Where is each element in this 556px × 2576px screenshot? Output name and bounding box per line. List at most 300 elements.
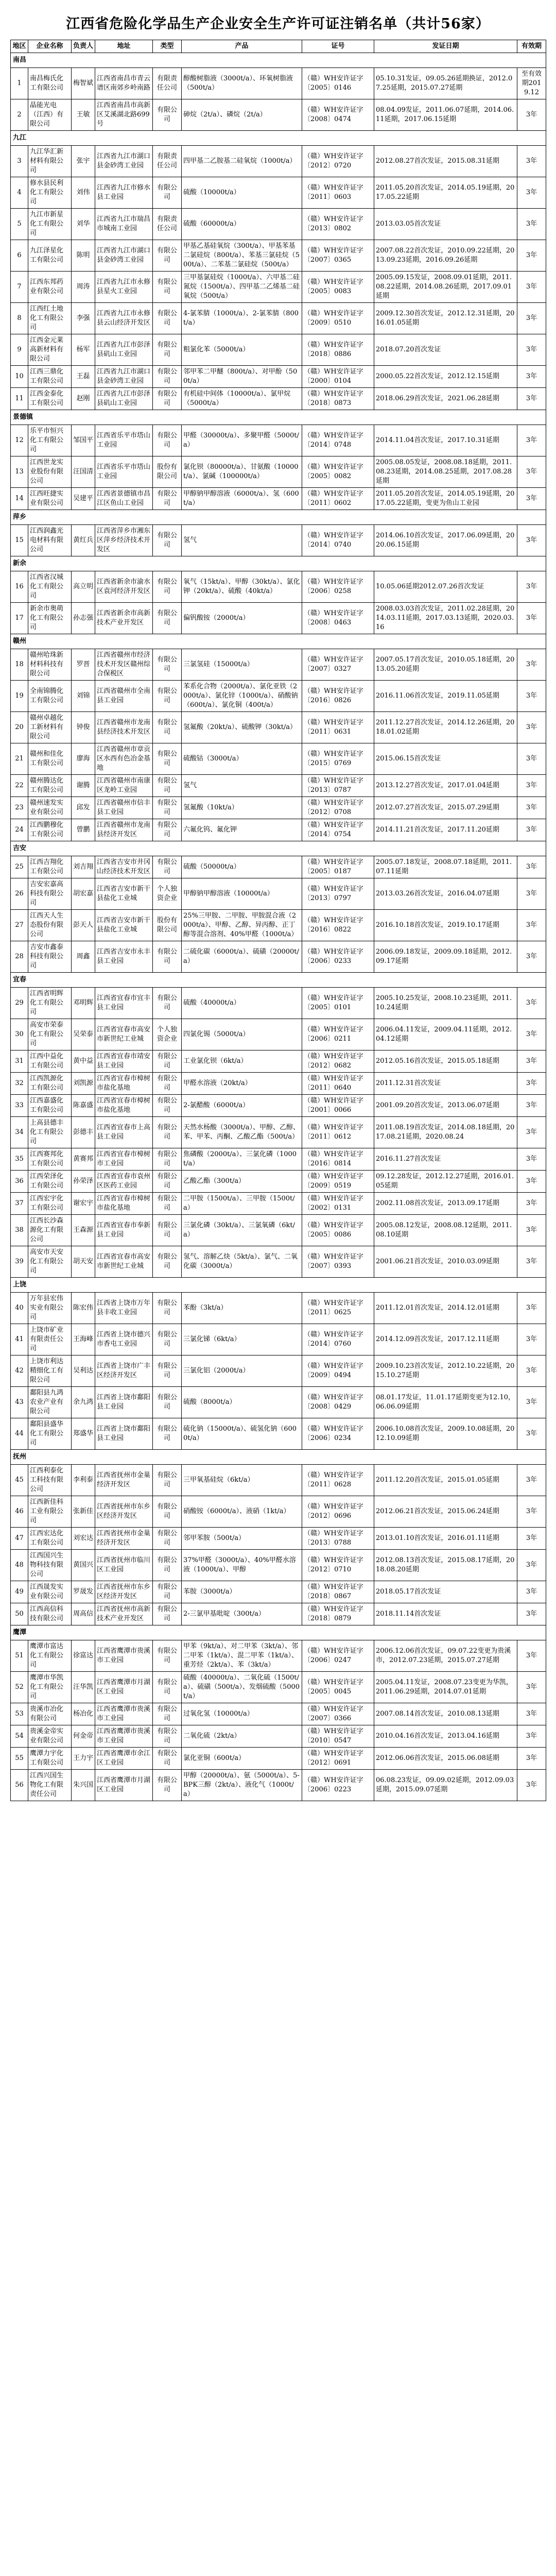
table-cell: 3年 xyxy=(517,743,546,775)
table-cell: 江西省上饶市广丰区经济开发区 xyxy=(95,1355,153,1387)
table-cell: 2005.04.11发证，2008.07.23变更为华凯，2011.06.29延期，2014.07.01延期 xyxy=(374,1672,517,1703)
table-cell: 陈嘉盛 xyxy=(72,1095,95,1117)
table-cell: 3年 xyxy=(517,1019,546,1050)
table-cell: 黄红兵 xyxy=(72,525,95,556)
table-cell: 四氯化锡（5000t/a） xyxy=(182,1019,302,1050)
table-cell: 江西省鹰潭市贵溪市工业园 xyxy=(95,1640,153,1672)
table-cell: 3年 xyxy=(517,681,546,712)
table-cell: 35 xyxy=(11,1148,28,1171)
table-cell: 杨冶化 xyxy=(72,1703,95,1725)
column-header: 地区 xyxy=(11,40,28,53)
table-cell: 3年 xyxy=(517,1050,546,1073)
table-cell: 谢宏宇 xyxy=(72,1193,95,1215)
table-cell: 2001.09.20首次发证，2013.06.07延期 xyxy=(374,1095,517,1117)
table-cell: 刘锦 xyxy=(72,681,95,712)
table-cell: 3年 xyxy=(517,1581,546,1603)
table-cell: 甲醇钠甲醇溶液（10000t/a） xyxy=(182,878,302,910)
table-cell: （赣）WH安许证字〔2008〕0429 xyxy=(302,1387,374,1418)
table-cell: 3年 xyxy=(517,240,546,272)
table-cell: （赣）WH安许证字〔2011〕0640 xyxy=(302,1073,374,1095)
table-cell: 江西省赣州市龙南县经济开发区 xyxy=(95,819,153,841)
table-cell: 38 xyxy=(11,1215,28,1246)
table-cell: 48 xyxy=(11,1550,28,1581)
table-cell: 江西省宜春市樟树市工业园 xyxy=(95,1148,153,1171)
table-cell: 江西利泰化工科技有限公司 xyxy=(28,1465,72,1496)
table-cell: 江西赛邦化工有限公司 xyxy=(28,1148,72,1171)
table-cell: 江西省九江市彭泽县矶山工业园 xyxy=(95,388,153,410)
table-cell: 硫酸（50000t/a） xyxy=(182,856,302,878)
table-cell: （赣）WH安许证字〔2014〕0754 xyxy=(302,819,374,841)
table-cell: 江西省宜春市高安市新世纪工业城 xyxy=(95,1019,153,1050)
table-cell: 有限公司 xyxy=(153,488,182,510)
table-cell: 3年 xyxy=(517,1073,546,1095)
table-cell: 甲醛（30000t/a）、多聚甲醛（5000t/a） xyxy=(182,425,302,456)
table-row xyxy=(11,366,546,388)
table-row xyxy=(11,177,546,209)
table-cell: 江西吉翔化工有限公司 xyxy=(28,856,72,878)
table-cell: 江西省宜春市袁州区医药工业园 xyxy=(95,1171,153,1193)
table-cell: 江西省宜春市靖安县工业园 xyxy=(95,1050,153,1073)
table-row xyxy=(11,1050,546,1073)
table-cell: 江西省赣州市经济技术开发区赣州综合保税区 xyxy=(95,649,153,681)
table-cell: 晶能光电（江西）有限公司 xyxy=(28,99,72,131)
table-cell: 江西省新余市渝水区袁河经济开发区 xyxy=(95,571,153,603)
table-cell: 有限公司 xyxy=(153,388,182,410)
table-cell: 3年 xyxy=(517,456,546,488)
table-cell: 有限公司 xyxy=(153,743,182,775)
table-cell: 18 xyxy=(11,649,28,681)
table-cell: 四甲基二乙胺基二硅氧烷（1000t/a） xyxy=(182,146,302,177)
table-cell: 江西省赣州市信丰县工业园 xyxy=(95,797,153,819)
table-cell: 硫化钠（15000t/a）、硫氢化钠（6000t/a） xyxy=(182,1418,302,1450)
table-cell: 江西省九江市彭泽县矶山工业园 xyxy=(95,334,153,366)
table-cell: 江西省鹰潭市余江区工业园 xyxy=(95,1748,153,1770)
table-cell: 3年 xyxy=(517,425,546,456)
table-cell: 三甲氧基硅烷（6kt/a） xyxy=(182,1465,302,1496)
license-table xyxy=(10,40,546,1801)
table-row xyxy=(11,525,546,556)
table-row xyxy=(11,1418,546,1450)
table-cell: 3年 xyxy=(517,1603,546,1625)
column-header: 证号 xyxy=(302,40,374,53)
table-cell: 有限公司 xyxy=(153,819,182,841)
table-cell: 二硫化碳（6000t/a）、硫磺（20000t/a） xyxy=(182,941,302,973)
table-cell: 焦磷酸（2000t/a）、三氯化磷（1000t/a） xyxy=(182,1148,302,1171)
table-cell: 41 xyxy=(11,1324,28,1355)
table-cell: 江西省景德镇市昌江区鱼山工业园 xyxy=(95,488,153,510)
table-cell: 2012.08.27首次发证，2015.08.31延期 xyxy=(374,146,517,177)
table-cell: 江西省南昌市青云谱区南郊乡岭南路 xyxy=(95,68,153,99)
table-cell: 三甲基氯硅烷（1000t/a）、六甲基二硅氮烷（1500t/a）、四甲基二乙烯基二硅氧烷（500t/a） xyxy=(182,272,302,303)
table-cell: 有限公司 xyxy=(153,1640,182,1672)
table-cell: 2011.12.20首次发证，2015.01.05延期 xyxy=(374,1465,517,1496)
table-cell: （赣）WH安许证字〔2013〕0797 xyxy=(302,878,374,910)
column-header: 类型 xyxy=(153,40,182,53)
table-row xyxy=(11,1465,546,1496)
table-cell: 江西省九江市湖口县金砂湾工业园 xyxy=(95,240,153,272)
table-cell: 三氯化磷（30kt/a）、三氯氧磷（6kt/a） xyxy=(182,1215,302,1246)
table-cell: 醇酸树脂液（3000t/a）、环氧树脂液（500t/a） xyxy=(182,68,302,99)
table-cell: 55 xyxy=(11,1748,28,1770)
table-cell: 2018.05.17首次发证 xyxy=(374,1581,517,1603)
table-cell: 三氯化锑（6kt/a） xyxy=(182,1324,302,1355)
table-cell: 2018.11.14首次发证 xyxy=(374,1603,517,1625)
table-cell: 硫酸钴（3000t/a） xyxy=(182,743,302,775)
table-cell: 江西省吉安市井冈山经济技术开发区 xyxy=(95,856,153,878)
table-row xyxy=(11,303,546,334)
table-cell: 邹国平 xyxy=(72,425,95,456)
table-cell: 2016.11.27首次发证 xyxy=(374,1148,517,1171)
table-cell: 2007.05.17首次发证，2010.05.18延期，2013.05.20延期 xyxy=(374,649,517,681)
table-cell: 陈明 xyxy=(72,240,95,272)
region-label: 上饶 xyxy=(11,1278,546,1293)
table-cell: 江西天人生态股份有限公司 xyxy=(28,910,72,941)
table-cell: 有限公司 xyxy=(153,1050,182,1073)
table-cell: 2012.06.06首次发证，2015.06.08延期 xyxy=(374,1748,517,1770)
table-cell: 江西省抚州市金巢经济开发区 xyxy=(95,1528,153,1550)
table-cell: （赣）WH安许证字〔2006〕0223 xyxy=(302,1770,374,1801)
table-row xyxy=(11,1387,546,1418)
table-row xyxy=(11,68,546,99)
table-cell: （赣）WH安许证字〔2011〕0602 xyxy=(302,488,374,510)
table-cell: 天然水杨酸（3000t/a）、甲醇、乙醇、苯、甲苯、丙酮、乙酸乙酯（500t/a） xyxy=(182,1117,302,1148)
table-cell: 江西荣泽化工有限公司 xyxy=(28,1171,72,1193)
table-cell: 47 xyxy=(11,1528,28,1550)
table-cell: 江西省吉安市新干县盐化工业城 xyxy=(95,910,153,941)
table-cell: 氢气 xyxy=(182,775,302,797)
table-row xyxy=(11,209,546,240)
table-cell: （赣）WH安许证字〔2005〕0082 xyxy=(302,456,374,488)
table-cell: 有限责任公司 xyxy=(153,146,182,177)
table-cell: 江西省汉城化工有限公司 xyxy=(28,571,72,603)
table-cell: 2-三氯甲基吡啶（300t/a） xyxy=(182,1603,302,1625)
table-cell: （赣）WH安许证字〔2009〕0510 xyxy=(302,303,374,334)
table-row xyxy=(11,1528,546,1550)
table-cell: 25 xyxy=(11,856,28,878)
table-cell: 罗晟发 xyxy=(72,1581,95,1603)
table-cell: 九江泽星化工有限公司 xyxy=(28,240,72,272)
table-cell: 有限公司 xyxy=(153,272,182,303)
table-cell: 江西宏宇化工有限公司 xyxy=(28,1193,72,1215)
table-row xyxy=(11,146,546,177)
region-row xyxy=(11,53,546,68)
table-cell: 周涛 xyxy=(72,272,95,303)
table-cell: 有限公司 xyxy=(153,941,182,973)
table-row xyxy=(11,1496,546,1528)
table-cell: 有限公司 xyxy=(153,775,182,797)
table-cell: 江西省抚州市东乡区经济开发区 xyxy=(95,1496,153,1528)
table-cell: 25%三甲胺、二甲胺、甲胺混合液（2000t/a）、甲醇、乙醇、异丙醇、正丁醇等混合溶剂、40%甲醛（1000t/a） xyxy=(182,910,302,941)
table-cell: 2012.07.27首次发证，2015.07.29延期 xyxy=(374,797,517,819)
table-cell: 有限公司 xyxy=(153,1193,182,1215)
table-cell: 有限公司 xyxy=(153,1672,182,1703)
table-cell: 赣州速发实业有限公司 xyxy=(28,797,72,819)
table-cell: 江西省鹰潭市月湖区工业园 xyxy=(95,1770,153,1801)
table-cell: 45 xyxy=(11,1465,28,1496)
table-cell: （赣）WH安许证字〔2011〕0603 xyxy=(302,177,374,209)
table-row xyxy=(11,1019,546,1050)
region-row xyxy=(11,841,546,856)
table-row xyxy=(11,1095,546,1117)
table-cell: 3年 xyxy=(517,1496,546,1528)
table-cell: 江西润鑫光电材料有限公司 xyxy=(28,525,72,556)
table-cell: 3年 xyxy=(517,941,546,973)
table-cell: 2011.12.01首次发证，2014.12.01延期 xyxy=(374,1293,517,1324)
table-cell: 有限公司 xyxy=(153,334,182,366)
table-cell: 上高县德丰化工有限公司 xyxy=(28,1117,72,1148)
table-row xyxy=(11,571,546,603)
table-cell: 36 xyxy=(11,1171,28,1193)
table-cell: 鄱阳县九鸿农业产业有限公司 xyxy=(28,1387,72,1418)
table-cell: 硫酸（10000t/a） xyxy=(182,177,302,209)
column-header: 发证日期 xyxy=(374,40,517,53)
table-cell: 郑盛华 xyxy=(72,1418,95,1450)
table-cell: 2006.12.06首次发证，09.07.22变更为贵溪市，2012.07.23延期，2015.07.27延期 xyxy=(374,1640,517,1672)
table-cell: 5 xyxy=(11,209,28,240)
table-cell: 江西国兴生物科技有限公司 xyxy=(28,1550,72,1581)
table-cell: 有限公司 xyxy=(153,1095,182,1117)
table-cell: 20 xyxy=(11,712,28,743)
table-cell: 江西旺捷实业有限公司 xyxy=(28,488,72,510)
table-cell: 曾鹏 xyxy=(72,819,95,841)
table-header-row xyxy=(11,40,546,53)
table-cell: 江西省赣州市全南县工业园 xyxy=(95,681,153,712)
table-row xyxy=(11,988,546,1019)
table-cell: 三氯化铝（2000t/a） xyxy=(182,1355,302,1387)
table-cell: 3年 xyxy=(517,1550,546,1581)
table-cell: 2005.09.15发证，2008.09.01延期，2011.08.22延期，2014.08.26延期，2017.09.01延期 xyxy=(374,272,517,303)
table-cell: （赣）WH安许证字〔2016〕0814 xyxy=(302,1148,374,1171)
table-cell: 3年 xyxy=(517,366,546,388)
table-cell: 苯胺（3000t/a） xyxy=(182,1581,302,1603)
table-cell: 吴建平 xyxy=(72,488,95,510)
table-cell: 2008.03.03首次发证，2011.02.28延期，2014.03.11延期，2017.03.13延期，2020.03.16 xyxy=(374,603,517,634)
table-cell: 28 xyxy=(11,941,28,973)
table-cell: 8 xyxy=(11,303,28,334)
table-cell: 黄国兴 xyxy=(72,1550,95,1581)
table-cell: （赣）WH安许证字〔2011〕0625 xyxy=(302,1293,374,1324)
table-cell: 梅智斌 xyxy=(72,68,95,99)
region-row xyxy=(11,634,546,649)
table-cell: 2011.05.20首次发证，2014.05.19延期，2017.05.22延期，变更为鱼山工业园 xyxy=(374,488,517,510)
table-cell: 2 xyxy=(11,99,28,131)
table-cell: 46 xyxy=(11,1496,28,1528)
table-cell: 江西省九江市湖口县金砂湾工业园 xyxy=(95,146,153,177)
table-cell: 上饶市矿业有限责任公司 xyxy=(28,1324,72,1355)
table-cell: 吴荣泰 xyxy=(72,1019,95,1050)
table-cell: 09.12.28发证，2012.12.27延期，2016.01.05延期 xyxy=(374,1171,517,1193)
table-body xyxy=(11,53,546,1801)
table-cell: 廖海 xyxy=(72,743,95,775)
table-cell: 有限公司 xyxy=(153,240,182,272)
table-cell: 52 xyxy=(11,1672,28,1703)
table-cell: （赣）WH安许证字〔2005〕0187 xyxy=(302,856,374,878)
table-cell: 江西省新余市高新技术产业开发区 xyxy=(95,603,153,634)
table-row xyxy=(11,1603,546,1625)
table-cell: 有限公司 xyxy=(153,99,182,131)
table-cell: 邻甲苯胺（500t/a） xyxy=(182,1528,302,1550)
table-cell: 江西新佳科工业有限公司 xyxy=(28,1496,72,1528)
table-cell: 44 xyxy=(11,1418,28,1450)
table-row xyxy=(11,1581,546,1603)
table-cell: 氯化亚铜（600t/a） xyxy=(182,1748,302,1770)
table-cell: 3年 xyxy=(517,1117,546,1148)
table-cell: 3年 xyxy=(517,177,546,209)
table-cell: 江西省九江市修水县工业园 xyxy=(95,177,153,209)
table-cell: 贵溪市冶化有限公司 xyxy=(28,1703,72,1725)
table-cell: 15 xyxy=(11,525,28,556)
table-cell: 汪华凯 xyxy=(72,1672,95,1703)
table-cell: 何金帝 xyxy=(72,1725,95,1748)
table-cell: 南昌梅氏化工有限公司 xyxy=(28,68,72,99)
table-cell: 有限公司 xyxy=(153,177,182,209)
table-cell: （赣）WH安许证字〔2001〕0066 xyxy=(302,1095,374,1117)
table-cell: 江西省宜春市高安市新世纪工业城 xyxy=(95,1246,153,1278)
region-label: 鹰潭 xyxy=(11,1625,546,1640)
table-cell: 3年 xyxy=(517,649,546,681)
table-cell: 高立明 xyxy=(72,571,95,603)
table-cell: 江西金泰化工有限公司 xyxy=(28,388,72,410)
table-cell: 鹰潭市华凯化工有限公司 xyxy=(28,1672,72,1703)
table-cell: 彭天人 xyxy=(72,910,95,941)
table-cell: 3年 xyxy=(517,99,546,131)
table-row xyxy=(11,1703,546,1725)
table-row xyxy=(11,1293,546,1324)
table-row xyxy=(11,819,546,841)
table-cell: 工业氯化钡（6kt/a） xyxy=(182,1050,302,1073)
table-cell: （赣）WH安许证字〔2002〕0131 xyxy=(302,1193,374,1215)
table-cell: 有限公司 xyxy=(153,988,182,1019)
table-cell: 21 xyxy=(11,743,28,775)
table-cell: 有限公司 xyxy=(153,1117,182,1148)
table-cell: 孙荣泽 xyxy=(72,1171,95,1193)
table-cell: 江西省九江市瑞昌市城南工业园 xyxy=(95,209,153,240)
table-cell: 陈宏伟 xyxy=(72,1293,95,1324)
table-cell: 2016.10.18首次发证，2019.10.17延期 xyxy=(374,910,517,941)
region-row xyxy=(11,131,546,146)
table-cell: （赣）WH安许证字〔2016〕0822 xyxy=(302,910,374,941)
table-cell: 10 xyxy=(11,366,28,388)
table-cell: 至有效期2019.12 xyxy=(517,68,546,99)
table-cell: 甲醇（20000t/a）、氨（5000t/a）、5-BPK三醇（2kt/a）、液化气（1000t/a） xyxy=(182,1770,302,1801)
table-cell: 高安市天安化工有限公司 xyxy=(28,1246,72,1278)
table-cell: 刘宏达 xyxy=(72,1528,95,1550)
table-cell: 2006.09.18发证，2009.09.18延期，2012.09.17延期 xyxy=(374,941,517,973)
table-cell: 3年 xyxy=(517,1215,546,1246)
region-row xyxy=(11,1625,546,1640)
table-cell: 2012.06.21首次发证，2015.06.24延期 xyxy=(374,1496,517,1528)
table-cell: 乐平市恒兴化工有限公司 xyxy=(28,425,72,456)
table-cell: （赣）WH安许证字〔2011〕0628 xyxy=(302,1465,374,1496)
table-cell: 3年 xyxy=(517,856,546,878)
table-cell: 江西省宜春市奉新县工业园 xyxy=(95,1215,153,1246)
table-row xyxy=(11,856,546,878)
table-cell: 2013.03.26首次发证，2016.04.07延期 xyxy=(374,878,517,910)
table-cell: 江西省宜春市樟树市盐化基地 xyxy=(95,1193,153,1215)
table-cell: 江西省宜春市上高县工业园 xyxy=(95,1117,153,1148)
table-cell: 有限公司 xyxy=(153,649,182,681)
table-cell: 江西高信科技有限公司 xyxy=(28,1603,72,1625)
table-cell: 氢氟酸（20kt/a）、硫酸钾（30kt/a） xyxy=(182,712,302,743)
table-cell: （赣）WH安许证字〔2012〕0691 xyxy=(302,1748,374,1770)
table-cell: 39 xyxy=(11,1246,28,1278)
table-cell: 3年 xyxy=(517,209,546,240)
table-cell: 3年 xyxy=(517,1640,546,1672)
table-cell: 有限公司 xyxy=(153,712,182,743)
table-cell: 江西东邦药业有限公司 xyxy=(28,272,72,303)
table-cell: 邱发 xyxy=(72,797,95,819)
table-cell: 2014.12.09首次发证，2017.12.11延期 xyxy=(374,1324,517,1355)
table-cell: 吉安市鑫泰科技有限公司 xyxy=(28,941,72,973)
region-row xyxy=(11,1278,546,1293)
table-cell: （赣）WH安许证字〔2013〕0787 xyxy=(302,775,374,797)
table-cell: （赣）WH安许证字〔2006〕0247 xyxy=(302,1640,374,1672)
table-cell: 有限公司 xyxy=(153,366,182,388)
table-cell: 05.10.31发证，09.05.26延期换证，2012.07.25延期，2015.07.27延期 xyxy=(374,68,517,99)
table-cell: 33 xyxy=(11,1095,28,1117)
column-header: 地址 xyxy=(95,40,153,53)
table-row xyxy=(11,1725,546,1748)
table-cell: 江西省明辉化工有限公司 xyxy=(28,988,72,1019)
table-row xyxy=(11,775,546,797)
table-row xyxy=(11,1355,546,1387)
table-cell: 3年 xyxy=(517,488,546,510)
table-row xyxy=(11,1324,546,1355)
table-cell: （赣）WH安许证字〔2007〕0366 xyxy=(302,1703,374,1725)
table-cell: （赣）WH安许证字〔2007〕0393 xyxy=(302,1246,374,1278)
table-cell: 有限公司 xyxy=(153,1603,182,1625)
table-cell: 有限公司 xyxy=(153,797,182,819)
table-row xyxy=(11,941,546,973)
table-cell: （赣）WH安许证字〔2014〕0740 xyxy=(302,525,374,556)
table-cell: 14 xyxy=(11,488,28,510)
region-row xyxy=(11,510,546,525)
table-cell: 刘华 xyxy=(72,209,95,240)
table-row xyxy=(11,1171,546,1193)
table-cell: 粗氯化苯（5000t/a） xyxy=(182,334,302,366)
table-cell: 有限公司 xyxy=(153,1528,182,1550)
table-cell: 孙志强 xyxy=(72,603,95,634)
table-row xyxy=(11,712,546,743)
table-cell: 罗晋 xyxy=(72,649,95,681)
table-cell: 王敏 xyxy=(72,99,95,131)
table-cell: 2014.11.21首次发证，2017.11.20延期 xyxy=(374,819,517,841)
table-cell: 江西红土地化工有限公司 xyxy=(28,303,72,334)
table-cell: 有限公司 xyxy=(153,856,182,878)
table-cell: 江西省吉安市新干县盐化工业城 xyxy=(95,878,153,910)
table-cell: 江西省宜春市樟树市盐化基地 xyxy=(95,1095,153,1117)
table-cell: 有限责任公司 xyxy=(153,209,182,240)
table-cell: 有限责任公司 xyxy=(153,68,182,99)
table-cell: 有限公司 xyxy=(153,1550,182,1581)
table-cell: 江西省南昌市高新区艾溪湖北路699号 xyxy=(95,99,153,131)
table-cell: 甲醇钠甲醇溶液（6000t/a）、氢（600t/a） xyxy=(182,488,302,510)
table-row xyxy=(11,681,546,712)
table-cell: （赣）WH安许证字〔2013〕0788 xyxy=(302,1528,374,1550)
table-cell: 有限公司 xyxy=(153,1748,182,1770)
table-cell: 二氧化硫（2kt/a） xyxy=(182,1725,302,1748)
table-cell: （赣）WH安许证字〔2014〕0748 xyxy=(302,425,374,456)
region-label: 宜春 xyxy=(11,973,546,988)
table-cell: 40 xyxy=(11,1293,28,1324)
table-cell: 氯化钡（80000t/a）、甘氨酸（10000t/a）、氯碱（100000t/a） xyxy=(182,456,302,488)
table-cell: 氢氟酸（10kt/a） xyxy=(182,797,302,819)
table-cell: 余九鸿 xyxy=(72,1387,95,1418)
table-cell: 硫酸（8000t/a） xyxy=(182,1387,302,1418)
table-cell: 王磊 xyxy=(72,366,95,388)
table-cell: 江西省乐平市塔山工业园 xyxy=(95,456,153,488)
table-cell: （赣）WH安许证字〔2008〕0463 xyxy=(302,603,374,634)
